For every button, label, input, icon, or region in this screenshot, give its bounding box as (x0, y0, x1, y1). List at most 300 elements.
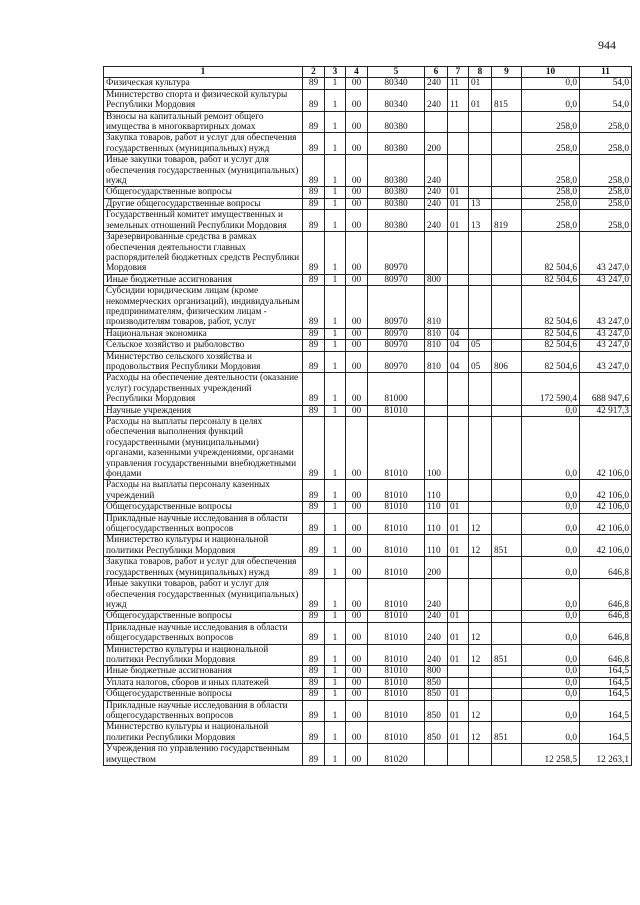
table-cell: 110 (425, 535, 448, 557)
table-cell: 240 (425, 644, 448, 666)
table-cell: 81010 (368, 417, 425, 480)
table-cell (469, 417, 492, 480)
table-cell (492, 133, 522, 155)
table-cell: 89 (303, 579, 325, 611)
column-header: 5 (368, 67, 425, 78)
table-cell: 00 (346, 340, 368, 351)
table-cell: 00 (346, 480, 368, 502)
table-cell: 0,0 (522, 611, 580, 622)
table-cell: 01 (448, 187, 469, 198)
table-cell: 815 (492, 89, 522, 111)
table-cell (448, 405, 469, 416)
column-header: 7 (448, 67, 469, 78)
table-cell: 80340 (368, 89, 425, 111)
table-row (104, 666, 632, 677)
table-cell: 1 (325, 340, 346, 351)
table-cell (492, 666, 522, 677)
table-cell: 81010 (368, 480, 425, 502)
table-cell: 00 (346, 286, 368, 329)
table-cell (425, 744, 448, 766)
table-cell: 80380 (368, 155, 425, 187)
table-cell: 164,5 (580, 700, 632, 722)
table-cell: 0,0 (522, 480, 580, 502)
table-cell: 89 (303, 155, 325, 187)
table-cell: 810 (425, 328, 448, 339)
table-cell: 43 247,0 (580, 232, 632, 275)
table-cell (492, 502, 522, 513)
table-cell: 110 (425, 502, 448, 513)
table-cell: 100 (425, 417, 448, 480)
table-cell: 42 106,0 (580, 417, 632, 480)
table-cell: 1 (325, 502, 346, 513)
table-cell: 0,0 (522, 666, 580, 677)
table-cell: 05 (469, 351, 492, 373)
table-cell: 1 (325, 417, 346, 480)
row-label: Закупка товаров, работ и услуг для обеспечения государственных (муниципальных) нужд (104, 557, 303, 579)
table-cell (492, 480, 522, 502)
table-cell: 240 (425, 579, 448, 611)
table-cell: 646,8 (580, 557, 632, 579)
table-cell: 04 (448, 328, 469, 339)
table-cell: 01 (469, 89, 492, 111)
table-cell: 11 (448, 78, 469, 89)
table-cell: 89 (303, 111, 325, 133)
table-cell: 164,5 (580, 677, 632, 688)
row-label: Иные бюджетные ассигнования (104, 666, 303, 677)
column-header: 10 (522, 67, 580, 78)
table-cell: 89 (303, 700, 325, 722)
table-cell: 1 (325, 689, 346, 700)
table-cell (469, 689, 492, 700)
table-cell: 1 (325, 155, 346, 187)
table-row (104, 340, 632, 351)
table-cell: 89 (303, 722, 325, 744)
row-label: Национальная экономика (104, 328, 303, 339)
table-cell: 00 (346, 579, 368, 611)
table-cell (469, 111, 492, 133)
table-cell: 110 (425, 480, 448, 502)
table-cell: 00 (346, 210, 368, 232)
table-cell (469, 666, 492, 677)
table-cell: 0,0 (522, 89, 580, 111)
table-cell (448, 111, 469, 133)
table-cell: 80970 (368, 328, 425, 339)
table-cell: 646,8 (580, 579, 632, 611)
table-cell: 850 (425, 677, 448, 688)
table-cell: 42 917,3 (580, 405, 632, 416)
table-row (104, 187, 632, 198)
table-cell: 240 (425, 622, 448, 644)
table-cell: 54,0 (580, 78, 632, 89)
row-label: Учреждения по управлению государственным имуществом (104, 744, 303, 766)
table-cell: 00 (346, 611, 368, 622)
table-cell: 81010 (368, 579, 425, 611)
table-cell (448, 274, 469, 285)
row-label: Научные учреждения (104, 405, 303, 416)
table-cell (469, 187, 492, 198)
table-cell: 80340 (368, 78, 425, 89)
table-cell: 01 (448, 611, 469, 622)
table-cell: 80380 (368, 111, 425, 133)
table-cell: 81010 (368, 557, 425, 579)
table-cell (492, 198, 522, 209)
table-cell: 01 (448, 622, 469, 644)
table-cell: 258,0 (580, 187, 632, 198)
table-cell: 89 (303, 274, 325, 285)
table-cell (469, 744, 492, 766)
table-cell (448, 232, 469, 275)
table-cell: 82 504,6 (522, 328, 580, 339)
table-cell: 89 (303, 744, 325, 766)
table-cell: 0,0 (522, 722, 580, 744)
table-cell: 43 247,0 (580, 340, 632, 351)
table-cell: 110 (425, 513, 448, 535)
table-cell: 0,0 (522, 405, 580, 416)
table-cell: 1 (325, 210, 346, 232)
row-label: Зарезервированные средства в рамках обеспечения деятельности главных распорядителей бюджетных средств Республики Мордовия (104, 232, 303, 275)
table-header-row (104, 67, 632, 78)
table-row (104, 155, 632, 187)
table-cell: 1 (325, 700, 346, 722)
column-header: 2 (303, 67, 325, 78)
table-cell: 0,0 (522, 535, 580, 557)
table-cell: 11 (448, 89, 469, 111)
table-cell: 646,8 (580, 644, 632, 666)
table-row (104, 373, 632, 405)
table-cell: 12 (469, 700, 492, 722)
table-cell (492, 111, 522, 133)
row-label: Министерство культуры и национальной политики Республики Мордовия (104, 535, 303, 557)
table-cell: 240 (425, 187, 448, 198)
table-cell: 89 (303, 89, 325, 111)
table-cell: 688 947,6 (580, 373, 632, 405)
table-cell: 1 (325, 611, 346, 622)
table-row (104, 513, 632, 535)
table-cell (448, 480, 469, 502)
table-cell: 89 (303, 666, 325, 677)
table-cell (492, 744, 522, 766)
table-cell: 0,0 (522, 557, 580, 579)
table-cell: 0,0 (522, 417, 580, 480)
table-row (104, 232, 632, 275)
column-header: 8 (469, 67, 492, 78)
table-cell: 00 (346, 513, 368, 535)
table-cell: 164,5 (580, 689, 632, 700)
table-cell: 81010 (368, 622, 425, 644)
table-cell: 819 (492, 210, 522, 232)
table-cell: 42 106,0 (580, 502, 632, 513)
table-cell: 01 (448, 689, 469, 700)
column-header: 4 (346, 67, 368, 78)
table-cell: 42 106,0 (580, 535, 632, 557)
table-cell: 172 590,4 (522, 373, 580, 405)
table-cell: 00 (346, 644, 368, 666)
table-cell: 01 (469, 78, 492, 89)
table-cell: 164,5 (580, 666, 632, 677)
table-cell: 00 (346, 133, 368, 155)
table-row (104, 677, 632, 688)
table-cell: 89 (303, 351, 325, 373)
table-cell: 89 (303, 210, 325, 232)
table-cell (469, 611, 492, 622)
table-cell: 00 (346, 666, 368, 677)
table-cell (469, 677, 492, 688)
table-cell: 89 (303, 622, 325, 644)
table-cell: 258,0 (522, 133, 580, 155)
table-cell: 89 (303, 513, 325, 535)
table-cell: 81010 (368, 677, 425, 688)
table-row (104, 611, 632, 622)
table-cell: 42 106,0 (580, 513, 632, 535)
table-row (104, 210, 632, 232)
table-cell: 1 (325, 232, 346, 275)
table-cell: 89 (303, 557, 325, 579)
table-cell: 00 (346, 328, 368, 339)
table-cell (492, 417, 522, 480)
table-cell: 01 (448, 198, 469, 209)
row-label: Сельское хозяйство и рыболовство (104, 340, 303, 351)
table-cell (425, 373, 448, 405)
table-cell: 1 (325, 677, 346, 688)
table-cell (492, 328, 522, 339)
row-label: Министерство культуры и национальной политики Республики Мордовия (104, 722, 303, 744)
table-cell: 00 (346, 722, 368, 744)
table-cell: 1 (325, 666, 346, 677)
table-cell: 1 (325, 744, 346, 766)
table-cell (469, 373, 492, 405)
table-row (104, 405, 632, 416)
table-cell (425, 232, 448, 275)
table-row (104, 274, 632, 285)
table-row (104, 133, 632, 155)
table-cell: 00 (346, 557, 368, 579)
table-cell (448, 677, 469, 688)
table-cell (469, 133, 492, 155)
table-cell (425, 405, 448, 416)
table-cell (492, 405, 522, 416)
table-cell: 89 (303, 689, 325, 700)
table-row (104, 480, 632, 502)
table-cell: 1 (325, 328, 346, 339)
table-cell: 12 (469, 622, 492, 644)
table-cell: 13 (469, 198, 492, 209)
table-cell: 1 (325, 198, 346, 209)
table-cell (448, 286, 469, 329)
table-cell: 806 (492, 351, 522, 373)
table-cell: 81010 (368, 513, 425, 535)
table-cell: 240 (425, 210, 448, 232)
table-cell: 00 (346, 89, 368, 111)
table-cell (448, 133, 469, 155)
table-cell: 00 (346, 351, 368, 373)
table-cell: 80380 (368, 198, 425, 209)
table-cell: 850 (425, 700, 448, 722)
table-cell: 80970 (368, 232, 425, 275)
table-cell (425, 111, 448, 133)
table-cell: 43 247,0 (580, 328, 632, 339)
table-cell: 0,0 (522, 502, 580, 513)
table-row (104, 89, 632, 111)
table-cell: 81010 (368, 700, 425, 722)
table-cell: 00 (346, 677, 368, 688)
table-cell: 04 (448, 351, 469, 373)
table-cell: 1 (325, 111, 346, 133)
table-cell: 240 (425, 89, 448, 111)
table-cell: 258,0 (522, 187, 580, 198)
table-cell: 01 (448, 502, 469, 513)
table-cell (492, 78, 522, 89)
table-cell: 89 (303, 340, 325, 351)
table-cell: 43 247,0 (580, 274, 632, 285)
table-cell: 00 (346, 198, 368, 209)
table-cell: 1 (325, 286, 346, 329)
table-cell: 12 258,5 (522, 744, 580, 766)
table-cell: 89 (303, 535, 325, 557)
table-cell: 0,0 (522, 579, 580, 611)
table-cell: 01 (448, 513, 469, 535)
table-cell: 12 263,1 (580, 744, 632, 766)
table-cell: 258,0 (580, 198, 632, 209)
table-cell: 89 (303, 133, 325, 155)
table-cell: 00 (346, 417, 368, 480)
row-label: Другие общегосударственные вопросы (104, 198, 303, 209)
table-cell: 258,0 (580, 111, 632, 133)
table-cell: 00 (346, 78, 368, 89)
table-cell (492, 677, 522, 688)
table-cell: 12 (469, 644, 492, 666)
table-cell: 81010 (368, 405, 425, 416)
table-cell: 646,8 (580, 622, 632, 644)
table-cell: 00 (346, 689, 368, 700)
table-cell: 200 (425, 133, 448, 155)
column-header: 11 (580, 67, 632, 78)
row-label: Министерство спорта и физической культуры Республики Мордовия (104, 89, 303, 111)
table-cell: 82 504,6 (522, 286, 580, 329)
page-number: 944 (598, 38, 616, 52)
row-label: Прикладные научные исследования в области общегосударственных вопросов (104, 700, 303, 722)
table-cell (469, 557, 492, 579)
table-cell: 89 (303, 187, 325, 198)
table-cell: 851 (492, 644, 522, 666)
table-row (104, 535, 632, 557)
table-cell: 0,0 (522, 689, 580, 700)
table-cell (469, 155, 492, 187)
row-label: Иные закупки товаров, работ и услуг для обеспечения государственных (муниципальных) нужд (104, 155, 303, 187)
table-cell: 43 247,0 (580, 351, 632, 373)
table-cell: 82 504,6 (522, 232, 580, 275)
table-cell: 13 (469, 210, 492, 232)
table-cell: 258,0 (580, 133, 632, 155)
budget-table (103, 66, 632, 766)
table-cell (492, 232, 522, 275)
table-row (104, 78, 632, 89)
table-cell: 1 (325, 480, 346, 502)
table-cell: 00 (346, 700, 368, 722)
table-cell: 80380 (368, 187, 425, 198)
row-label: Субсидии юридическим лицам (кроме некоммерческих организаций), индивидуальным предпринимателям, физическим лицам - производителям товаров, работ, услуг (104, 286, 303, 329)
row-label: Иные закупки товаров, работ и услуг для обеспечения государственных (муниципальных) нужд (104, 579, 303, 611)
table-cell (492, 274, 522, 285)
table-cell: 800 (425, 666, 448, 677)
row-label: Закупка товаров, работ и услуг для обеспечения государственных (муниципальных) нужд (104, 133, 303, 155)
row-label: Взносы на капитальный ремонт общего имущества в многоквартирных домах (104, 111, 303, 133)
table-cell: 81000 (368, 373, 425, 405)
table-cell: 850 (425, 689, 448, 700)
table-cell: 1 (325, 351, 346, 373)
table-cell: 89 (303, 677, 325, 688)
table-cell (469, 328, 492, 339)
table-cell (448, 579, 469, 611)
table-cell: 0,0 (522, 622, 580, 644)
column-header: 1 (104, 67, 303, 78)
table-cell: 12 (469, 513, 492, 535)
table-cell: 851 (492, 535, 522, 557)
table-cell (492, 700, 522, 722)
row-label: Государственный комитет имущественных и земельных отношений Республики Мордовия (104, 210, 303, 232)
table-cell: 810 (425, 351, 448, 373)
table-cell: 00 (346, 187, 368, 198)
table-cell: 43 247,0 (580, 286, 632, 329)
table-cell: 200 (425, 557, 448, 579)
table-cell: 851 (492, 722, 522, 744)
table-cell: 0,0 (522, 700, 580, 722)
row-label: Физическая культура (104, 78, 303, 89)
table-cell: 80380 (368, 210, 425, 232)
table-cell: 89 (303, 405, 325, 416)
table-cell: 80970 (368, 274, 425, 285)
table-cell: 1 (325, 187, 346, 198)
table-cell: 1 (325, 513, 346, 535)
table-cell (448, 417, 469, 480)
table-row (104, 286, 632, 329)
table-cell: 05 (469, 340, 492, 351)
table-cell: 82 504,6 (522, 274, 580, 285)
column-header: 6 (425, 67, 448, 78)
row-label: Министерство культуры и национальной политики Республики Мордовия (104, 644, 303, 666)
table-cell: 01 (448, 535, 469, 557)
table-cell (492, 513, 522, 535)
table-cell: 1 (325, 557, 346, 579)
table-cell: 0,0 (522, 513, 580, 535)
table-cell: 1 (325, 78, 346, 89)
table-cell (448, 666, 469, 677)
table-row (104, 502, 632, 513)
table-cell: 01 (448, 722, 469, 744)
table-cell: 00 (346, 622, 368, 644)
row-label: Расходы на выплаты персоналу казенных учреждений (104, 480, 303, 502)
table-cell (492, 611, 522, 622)
row-label: Общегосударственные вопросы (104, 689, 303, 700)
table-cell: 81010 (368, 535, 425, 557)
table-cell: 82 504,6 (522, 340, 580, 351)
table-cell (448, 557, 469, 579)
table-cell: 1 (325, 89, 346, 111)
table-cell: 0,0 (522, 78, 580, 89)
table-cell: 258,0 (580, 210, 632, 232)
row-label: Прикладные научные исследования в области общегосударственных вопросов (104, 513, 303, 535)
table-cell: 12 (469, 535, 492, 557)
table-cell: 1 (325, 133, 346, 155)
table-cell (492, 689, 522, 700)
table-cell (492, 622, 522, 644)
row-label: Уплата налогов, сборов и иных платежей (104, 677, 303, 688)
row-label: Общегосударственные вопросы (104, 502, 303, 513)
table-row (104, 111, 632, 133)
table-row (104, 689, 632, 700)
table-cell: 1 (325, 373, 346, 405)
table-cell: 164,5 (580, 722, 632, 744)
table-cell: 89 (303, 373, 325, 405)
